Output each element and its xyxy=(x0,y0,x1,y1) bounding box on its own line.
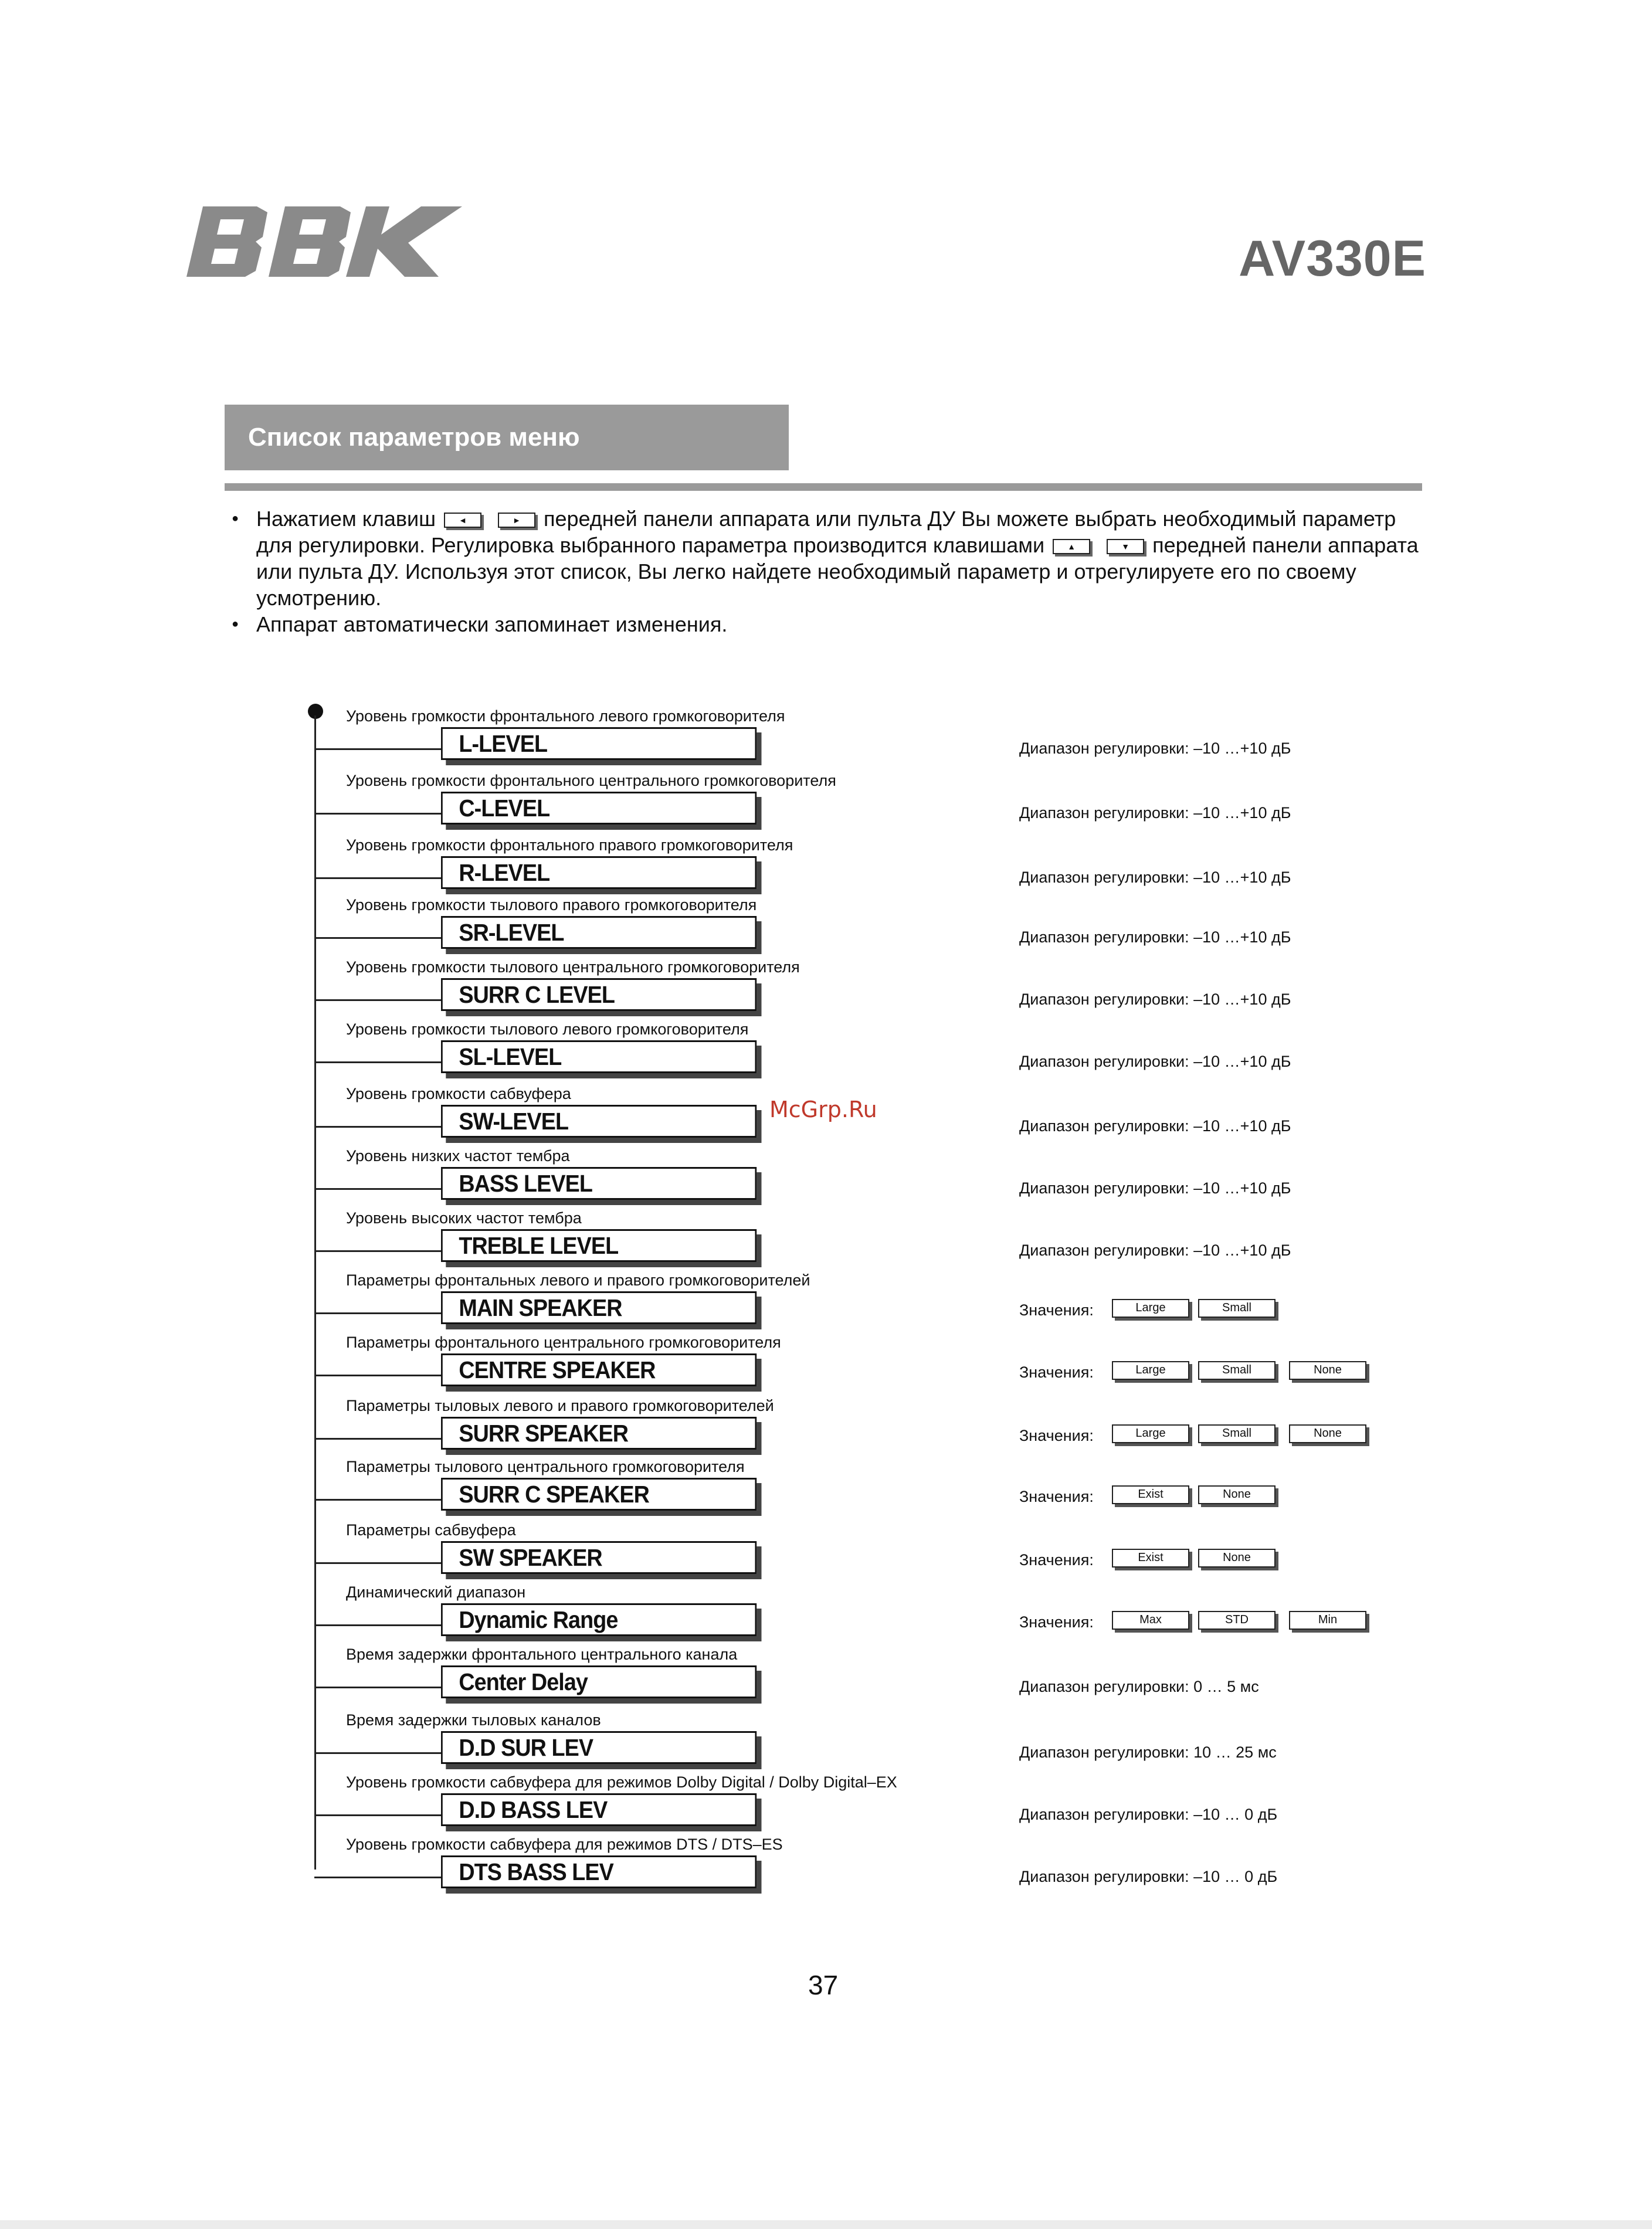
value-option: Small xyxy=(1198,1299,1276,1318)
tree-branch-line xyxy=(314,1250,443,1252)
parameter-description: Параметры фронтального центрального громкоговорителя xyxy=(346,1334,781,1351)
section-title-bar xyxy=(225,405,789,470)
parameter-name-box: Center Delay xyxy=(441,1665,757,1698)
parameter-name-box: SURR C LEVEL xyxy=(441,978,757,1011)
value-option: Small xyxy=(1198,1424,1276,1443)
menu-parameter-row xyxy=(0,772,1652,834)
parameter-name-box: D.D SUR LEV xyxy=(441,1731,757,1764)
parameter-range: Диапазон регулировки: –10 …+10 дБ xyxy=(1019,1053,1291,1070)
menu-parameter-row xyxy=(0,1147,1652,1209)
parameter-description: Уровень громкости сабвуфера для режимов DTS / DTS–ES xyxy=(346,1836,783,1853)
parameter-description: Уровень громкости тылового центрального громкоговорителя xyxy=(346,958,800,976)
parameter-range: Диапазон регулировки: 0 … 5 мс xyxy=(1019,1678,1259,1695)
menu-parameter-row xyxy=(0,836,1652,898)
parameter-name-box: SURR SPEAKER xyxy=(441,1417,757,1450)
value-option: STD xyxy=(1198,1611,1276,1630)
parameter-range: Диапазон регулировки: –10 … 0 дБ xyxy=(1019,1868,1278,1885)
tree-branch-line xyxy=(314,1499,443,1501)
tree-branch-line xyxy=(314,1438,443,1440)
menu-parameter-row xyxy=(0,1020,1652,1083)
tree-branch-line xyxy=(314,748,443,750)
value-option: Min xyxy=(1289,1611,1366,1630)
parameter-name-box: D.D BASS LEV xyxy=(441,1793,757,1826)
right-arrow-key-icon: ► xyxy=(498,513,535,528)
parameter-range: Диапазон регулировки: –10 …+10 дБ xyxy=(1019,928,1291,946)
parameter-range: Диапазон регулировки: –10 …+10 дБ xyxy=(1019,990,1291,1008)
menu-parameter-row xyxy=(0,1583,1652,1646)
parameter-range: Диапазон регулировки: –10 …+10 дБ xyxy=(1019,739,1291,757)
tree-branch-line xyxy=(314,877,443,879)
parameter-range: Диапазон регулировки: 10 … 25 мс xyxy=(1019,1743,1277,1761)
intro-text-c: передней панели аппарата или пульта ДУ. Используя этот список, Вы легко найдете необходимый параметр и отрегулируете его по своему усмотрению. xyxy=(256,533,1419,610)
model-name: AV330E xyxy=(1239,230,1426,287)
values-label: Значения: xyxy=(1019,1551,1094,1569)
tree-branch-line xyxy=(314,1061,443,1063)
up-arrow-key-icon: ▲ xyxy=(1053,539,1090,554)
parameter-name-box: L-LEVEL xyxy=(441,727,757,760)
menu-parameter-row xyxy=(0,1458,1652,1520)
tree-branch-line xyxy=(314,999,443,1001)
parameter-range: Диапазон регулировки: –10 …+10 дБ xyxy=(1019,804,1291,822)
values-label: Значения: xyxy=(1019,1613,1094,1631)
bbk-logo xyxy=(186,206,462,277)
section-title: Список параметров меню xyxy=(248,423,580,452)
left-arrow-key-icon: ◄ xyxy=(444,513,481,528)
parameter-description: Уровень громкости фронтального левого громкоговорителя xyxy=(346,707,785,725)
menu-parameter-row xyxy=(0,1773,1652,1836)
intro-text-b: передней панели аппарата или пульта ДУ Вы можете выбрать необходимый параметр для регулировки. Регулировка выбранного параметра производится клавишами xyxy=(256,507,1396,557)
values-label: Значения: xyxy=(1019,1488,1094,1505)
menu-parameter-row xyxy=(0,1397,1652,1459)
tree-branch-line xyxy=(314,1312,443,1314)
parameter-name-box: Dynamic Range xyxy=(441,1603,757,1636)
parameter-description: Динамический диапазон xyxy=(346,1583,526,1601)
parameter-range: Диапазон регулировки: –10 …+10 дБ xyxy=(1019,868,1291,886)
intro-paragraph-1 xyxy=(232,505,1434,611)
parameter-name-box: SW SPEAKER xyxy=(441,1541,757,1574)
value-option: Large xyxy=(1112,1299,1189,1318)
parameter-range: Диапазон регулировки: –10 … 0 дБ xyxy=(1019,1806,1278,1823)
tree-branch-line xyxy=(314,1687,443,1688)
value-option: None xyxy=(1289,1424,1366,1443)
value-option: Large xyxy=(1112,1361,1189,1380)
parameter-name-box: BASS LEVEL xyxy=(441,1167,757,1200)
page-number: 37 xyxy=(808,1970,839,2000)
parameter-description: Уровень громкости фронтального правого громкоговорителя xyxy=(346,836,793,854)
section-rule xyxy=(225,483,1422,491)
value-option: Max xyxy=(1112,1611,1189,1630)
parameter-description: Параметры сабвуфера xyxy=(346,1521,516,1539)
tree-branch-line xyxy=(314,1877,443,1878)
parameter-name-box: CENTRE SPEAKER xyxy=(441,1353,757,1386)
tree-branch-line xyxy=(314,813,443,815)
intro-text-a: Нажатием клавиш xyxy=(256,507,436,531)
parameter-name-box: DTS BASS LEV xyxy=(441,1855,757,1888)
parameter-name-box: R-LEVEL xyxy=(441,856,757,889)
tree-branch-line xyxy=(314,1752,443,1754)
parameter-description: Уровень громкости фронтального центрального громкоговорителя xyxy=(346,772,836,789)
parameter-description: Время задержки тыловых каналов xyxy=(346,1711,601,1729)
parameter-description: Уровень громкости сабвуфера для режимов Dolby Digital / Dolby Digital–EX xyxy=(346,1773,897,1791)
parameter-range: Диапазон регулировки: –10 …+10 дБ xyxy=(1019,1241,1291,1259)
menu-parameter-row xyxy=(0,896,1652,958)
tree-branch-line xyxy=(314,1188,443,1190)
menu-parameter-row xyxy=(0,958,1652,1020)
menu-parameter-row xyxy=(0,1209,1652,1271)
parameter-description: Уровень низких частот тембра xyxy=(346,1147,570,1165)
parameter-name-box: TREBLE LEVEL xyxy=(441,1229,757,1262)
parameter-description: Уровень высоких частот тембра xyxy=(346,1209,582,1227)
tree-branch-line xyxy=(314,937,443,939)
tree-branch-line xyxy=(314,1126,443,1128)
menu-parameter-row xyxy=(0,1836,1652,1898)
value-option: Exist xyxy=(1112,1485,1189,1504)
parameter-description: Параметры тылового центрального громкоговорителя xyxy=(346,1458,745,1475)
parameter-description: Параметры тыловых левого и правого громкоговорителей xyxy=(346,1397,774,1414)
value-option: None xyxy=(1289,1361,1366,1380)
values-label: Значения: xyxy=(1019,1363,1094,1381)
values-label: Значения: xyxy=(1019,1427,1094,1444)
parameter-description: Уровень громкости тылового правого громкоговорителя xyxy=(346,896,757,914)
parameter-name-box: C-LEVEL xyxy=(441,792,757,825)
intro-text xyxy=(232,505,1434,637)
parameter-name-box: SL-LEVEL xyxy=(441,1040,757,1073)
parameter-description: Параметры фронтальных левого и правого громкоговорителей xyxy=(346,1271,810,1289)
tree-branch-line xyxy=(314,1375,443,1376)
bottom-edge xyxy=(0,2220,1652,2229)
parameter-name-box: SR-LEVEL xyxy=(441,916,757,949)
tree-branch-line xyxy=(314,1562,443,1564)
parameter-description: Уровень громкости сабвуфера xyxy=(346,1085,571,1102)
intro-paragraph-2: ● Аппарат автоматически запоминает изменения. xyxy=(232,611,1434,637)
parameter-name-box: MAIN SPEAKER xyxy=(441,1291,757,1324)
parameter-name-box: SW-LEVEL xyxy=(441,1105,757,1138)
menu-parameter-row xyxy=(0,707,1652,769)
menu-parameter-row xyxy=(0,1271,1652,1334)
tree-branch-line xyxy=(314,1814,443,1816)
menu-parameter-row xyxy=(0,1646,1652,1708)
value-option: None xyxy=(1198,1549,1276,1568)
tree-branch-line xyxy=(314,1624,443,1626)
parameter-name-box: SURR C SPEAKER xyxy=(441,1478,757,1511)
parameter-range: Диапазон регулировки: –10 …+10 дБ xyxy=(1019,1179,1291,1197)
parameter-description: Время задержки фронтального центрального канала xyxy=(346,1646,738,1663)
value-option: Exist xyxy=(1112,1549,1189,1568)
menu-parameter-row xyxy=(0,1334,1652,1396)
value-option: None xyxy=(1198,1485,1276,1504)
value-option: Small xyxy=(1198,1361,1276,1380)
down-arrow-key-icon: ▼ xyxy=(1107,539,1144,554)
parameter-description: Уровень громкости тылового левого громкоговорителя xyxy=(346,1020,749,1038)
menu-parameter-row xyxy=(0,1711,1652,1773)
menu-parameter-row xyxy=(0,1521,1652,1583)
watermark: McGrp.Ru xyxy=(769,1097,877,1122)
value-option: Large xyxy=(1112,1424,1189,1443)
parameter-range: Диапазон регулировки: –10 …+10 дБ xyxy=(1019,1117,1291,1135)
values-label: Значения: xyxy=(1019,1301,1094,1319)
